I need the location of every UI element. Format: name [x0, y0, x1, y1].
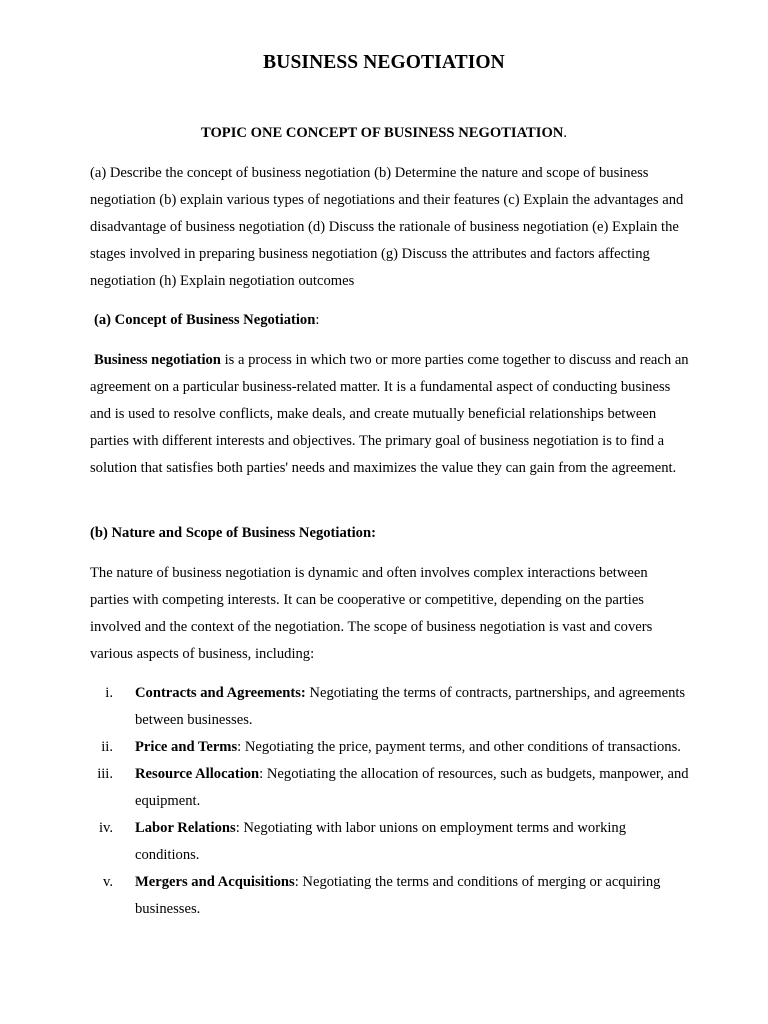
list-item-body: [135, 680, 690, 734]
section-a-heading-suffix: :: [315, 312, 320, 328]
list-item-body: [135, 734, 690, 761]
list-item-term: Price and Terms: [135, 739, 238, 755]
list-item: [0, 869, 768, 923]
list-item-term: Labor Relations: [135, 820, 236, 836]
section-a-body: is a process in which two or more parties come together to discuss and reach an agreement on a particular business-related matter. It is a fundamental aspect of conducting business and is used to resolve conflicts, make deals, and create mutually beneficial relationships between parties with different interests and objectives. The primary goal of business negotiation is to find a solution that satisfies both parties' needs and maximizes the value they can gain from the agreement.: [90, 352, 689, 476]
list-item-term: Resource Allocation: [135, 766, 260, 782]
list-item-term: Contracts and Agreements:: [135, 685, 306, 701]
list-item: [0, 680, 768, 734]
list-item-number: v.: [103, 874, 113, 890]
list-item-description: : Negotiating the allocation of resources, such as budgets, manpower, and equipment.: [135, 766, 689, 809]
list-item: [0, 761, 768, 815]
topic-heading: [0, 125, 768, 142]
objectives-paragraph: (a) Describe the concept of business negotiation (b) Determine the nature and scope of business negotiation (b) explain various types of negotiations and their features (c) Explain the advantages and disadvantage of business negotiation (d) Discuss the rationale of business negotiation (e) Explain the stages involved in preparing business negotiation (g) Discuss the attributes and factors affecting negotiation (h) Explain negotiation outcomes: [90, 165, 684, 289]
list-item-description: : Negotiating the price, payment terms, and other conditions of transactions.: [237, 739, 681, 755]
list-item-description: : Negotiating the terms and conditions of merging or acquiring businesses.: [135, 874, 661, 917]
list-item-body: [135, 869, 690, 923]
document-title: BUSINESS NEGOTIATION: [263, 52, 505, 73]
list-item-body: [135, 761, 690, 815]
list-item-number: iv.: [98, 820, 113, 836]
list-item-body: [135, 815, 690, 869]
list-item: [0, 734, 768, 761]
section-b-heading: (b) Nature and Scope of Business Negotiation:: [90, 525, 376, 541]
list-item-description: : Negotiating with labor unions on employment terms and working conditions.: [135, 820, 627, 863]
scope-list: [0, 680, 768, 923]
section-a-lead-term: Business negotiation: [94, 352, 221, 368]
section-a-heading-text: (a) Concept of Business Negotiation: [94, 312, 316, 328]
topic-heading-text: TOPIC ONE CONCEPT OF BUSINESS NEGOTIATION: [200, 125, 564, 141]
list-item-term: Mergers and Acquisitions: [135, 874, 295, 890]
topic-heading-suffix: .: [563, 125, 567, 141]
list-item-description: Negotiating the terms of contracts, partnerships, and agreements between businesses.: [135, 685, 686, 728]
section-a-paragraph: [90, 347, 690, 482]
section-a-heading: [94, 307, 694, 334]
list-item-number: iii.: [97, 766, 113, 782]
list-item-number: ii.: [101, 739, 113, 755]
list-item: [0, 815, 768, 869]
list-item-number: i.: [105, 685, 113, 701]
section-b-paragraph: The nature of business negotiation is dynamic and often involves complex interactions between parties with competing interests. It can be cooperative or competitive, depending on the parties involved and the context of the negotiation. The scope of business negotiation is vast and covers various aspects of business, including:: [90, 565, 653, 662]
